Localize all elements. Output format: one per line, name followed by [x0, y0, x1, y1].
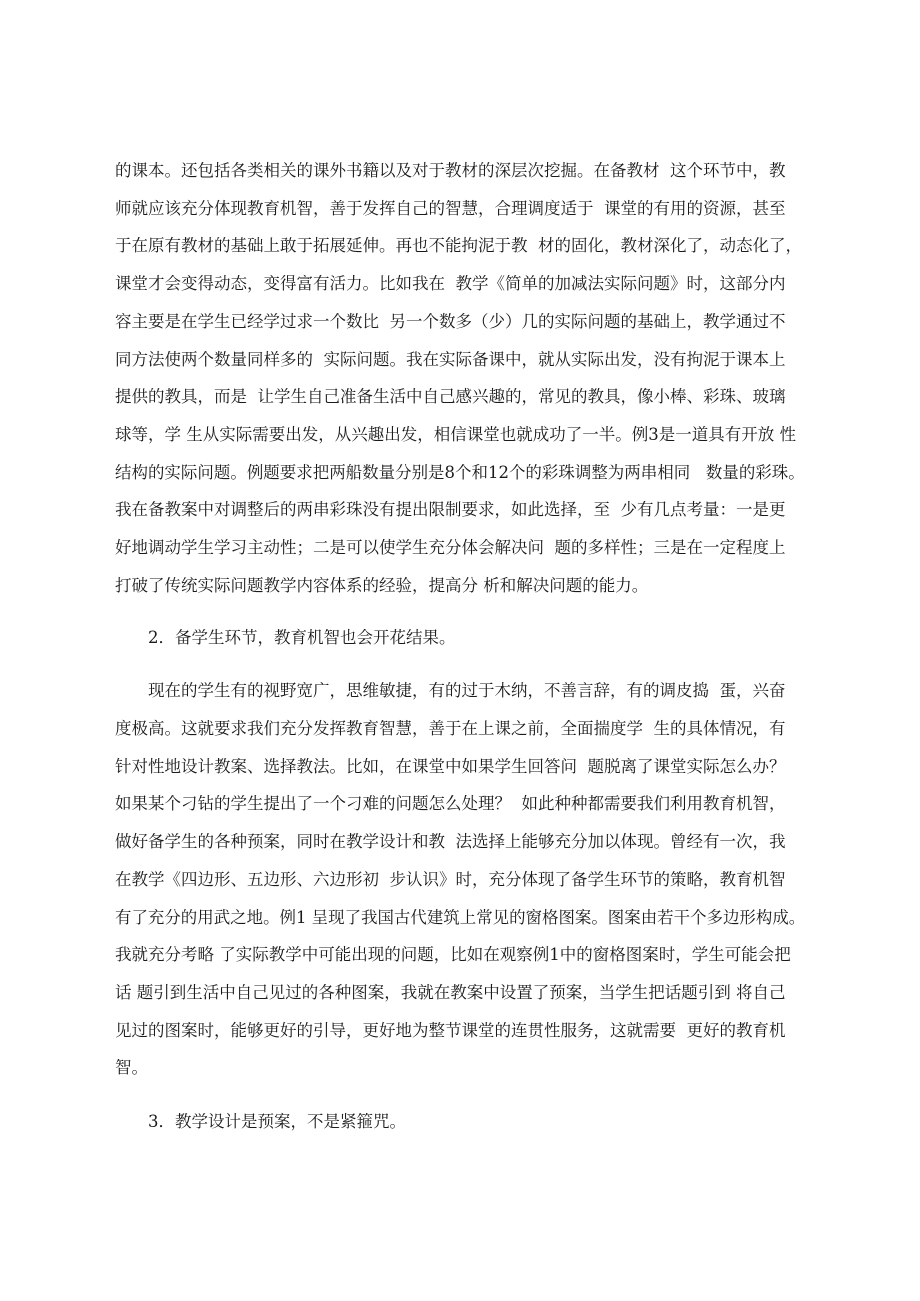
paragraph-1-line: 师就应该充分体现教育机智，善于发挥自己的智慧，合理调度适于 课堂的有用的资源，甚至 — [115, 199, 786, 218]
paragraph-2-line: 话 题引到生活中自己见过的各种图案，我就在教案中设置了预案，当学生把话题引到 将自己 — [115, 983, 786, 1002]
paragraph-1-line: 球等，学 生从实际需要出发，从兴趣出发，相信课堂也就成功了一半。例3是一道具有开放 性 — [115, 425, 796, 444]
section-heading-3: 3．教学设计是预案，不是紧箍咒。 — [148, 1112, 406, 1131]
paragraph-2-line: 做好备学生的各种预案，同时在教学设计和教 法选择上能够充分加以体现。曾经有一次，我 — [115, 832, 786, 851]
paragraph-1-line: 容主要是在学生已经学过求一个数比 另一个数多（少）几的实际问题的基础上，教学通过不 — [115, 312, 786, 331]
paragraph-2-line: 度极高。这就要求我们充分发挥教育智慧，善于在上课之前，全面揣度学 生的具体情况，有 — [115, 719, 786, 738]
paragraph-2-line: 如果某个刁钻的学生提出了一个刁难的问题怎么处理？ 如此种种都需要我们利用教育机智， — [115, 794, 786, 813]
paragraph-1-line: 于在原有教材的基础上敢于拓展延伸。再也不能拘泥于教 材的固化，教材深化了，动态化了， — [115, 236, 802, 255]
paragraph-1-line: 的课本。还包括各类相关的课外书籍以及对于教材的深层次挖掘。在备教材 这个环节中，教 — [115, 161, 786, 180]
paragraph-2-line: 针对性地设计教案、选择教法。比如，在课堂中如果学生回答问 题脱离了课堂实际怎么办？ — [115, 757, 786, 776]
paragraph-1-line: 好地调动学生学习主动性；二是可以使学生充分体会解决问 题的多样性；三是在一定程度上 — [115, 538, 786, 557]
paragraph-1-line: 打破了传统实际问题教学内容体系的经验，提高分 析和解决问题的能力。 — [115, 576, 649, 595]
paragraph-1-line: 同方法使两个数量同样多的 实际问题。我在实际备课中，就从实际出发，没有拘泥于课本上 — [115, 350, 786, 369]
paragraph-2-line: 现在的学生有的视野宽广，思维敏捷，有的过于木纳，不善言辞，有的调皮捣 蛋，兴奋 — [148, 681, 786, 700]
paragraph-2-line: 智。 — [115, 1058, 148, 1077]
paragraph-2-line: 有了充分的用武之地。例1 呈现了我国古代建筑上常见的窗格图案。图案由若干个多边形构成。 — [115, 908, 806, 927]
paragraph-1-line: 结构的实际问题。例题要求把两船数量分别是8个和12个的彩珠调整为两串相同 数量的彩珠。 — [115, 463, 805, 482]
paragraph-2-line: 见过的图案时，能够更好的引导，更好地为整节课堂的连贯性服务，这就需要 更好的教育机 — [115, 1021, 786, 1040]
paragraph-2-line: 我就充分考略 了实际教学中可能出现的问题，比如在观察例1中的窗格图案时，学生可能会把 — [115, 945, 791, 964]
paragraph-2-line: 在教学《四边形、五边形、六边形初 步认识》时，充分体现了备学生环节的策略，教育机智 — [115, 870, 786, 889]
paragraph-1-line: 提供的教具，而是 让学生自己准备生活中自己感兴趣的，常见的教具，像小棒、彩珠、玻璃 — [115, 387, 786, 406]
section-heading-2: 2．备学生环节，教育机智也会开花结果。 — [148, 628, 456, 647]
paragraph-1-line: 我在备教案中对调整后的两串彩珠没有提出限制要求，如此选择，至 少有几点考量：一是更 — [115, 500, 786, 519]
paragraph-1-line: 课堂才会变得动态，变得富有活力。比如我在 教学《简单的加减法实际问题》时，这部分内 — [115, 274, 786, 293]
